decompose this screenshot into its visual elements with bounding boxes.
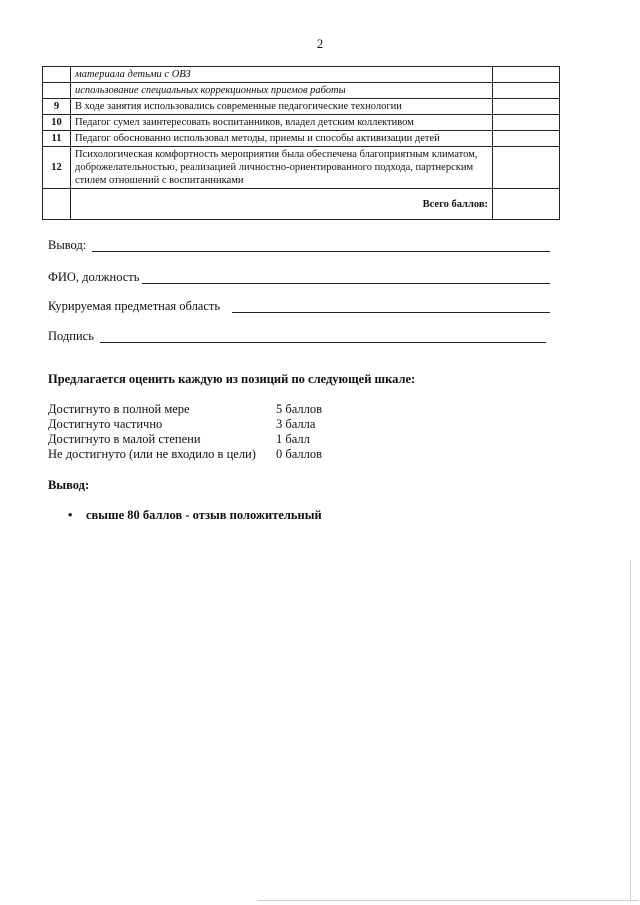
conclusion-line[interactable] <box>92 238 550 254</box>
bullet-icon: • <box>68 508 73 522</box>
bullet-text: свыше 80 баллов - отзыв положительный <box>86 508 322 522</box>
table-row <box>43 67 560 83</box>
score-cell <box>493 131 560 147</box>
table-row <box>43 99 560 115</box>
total-label: Всего баллов: <box>71 189 493 220</box>
row-text: Педагог сумел заинтересовать воспитанников, владел детским коллективом <box>71 115 493 131</box>
scale-item-value: 0 баллов <box>276 447 323 461</box>
row-text: Психологическая комфортность мероприятия была обеспечена благоприятным климатом, доброжелательностью, реализацией личностно-ориентированного подхода, партнерским стилем отношений с воспитанниками <box>71 147 493 189</box>
fio-line[interactable] <box>142 270 550 286</box>
subject-field <box>48 299 220 314</box>
scale-list <box>48 402 322 462</box>
score-cell <box>493 99 560 115</box>
fio-label: ФИО, должность <box>48 270 140 284</box>
row-number <box>43 67 71 83</box>
scale-item-value: 5 баллов <box>276 402 323 416</box>
scan-edge-line <box>630 560 631 900</box>
row-number: 10 <box>43 115 71 131</box>
score-cell <box>493 147 560 189</box>
criteria-table <box>42 66 560 220</box>
table-row <box>43 83 560 99</box>
conclusion-heading: Вывод: <box>48 478 90 492</box>
table-row <box>43 131 560 147</box>
bullet-list-item <box>68 508 322 523</box>
scale-item <box>48 417 322 432</box>
scale-item <box>48 432 322 447</box>
scale-title: Предлагается оценить каждую из позиций по следующей шкале: <box>48 372 416 386</box>
subject-line[interactable] <box>232 299 550 315</box>
scale-item <box>48 402 322 417</box>
row-number <box>43 83 71 99</box>
row-text: материала детьми с ОВЗ <box>71 67 493 83</box>
signature-field <box>48 329 94 344</box>
scale-item-label: Не достигнуто (или не входило в цели) <box>48 447 256 461</box>
scale-item-value: 3 балла <box>276 417 316 431</box>
row-number: 9 <box>43 99 71 115</box>
fio-field <box>48 270 139 285</box>
conclusion-field <box>48 238 86 253</box>
scale-item-value: 1 балл <box>276 432 310 446</box>
row-number: 12 <box>43 147 71 189</box>
row-text: использование специальных коррекционных приемов работы <box>71 83 493 99</box>
row-text: В ходе занятия использовались современные педагогические технологии <box>71 99 493 115</box>
scale-item-label: Достигнуто в полной мере <box>48 402 190 416</box>
scan-edge-line <box>258 900 638 901</box>
table-row <box>43 115 560 131</box>
total-row <box>43 189 560 220</box>
score-cell <box>493 115 560 131</box>
score-cell <box>493 83 560 99</box>
page-number: 2 <box>316 36 324 51</box>
signature-label: Подпись <box>48 329 94 343</box>
scale-item-label: Достигнуто в малой степени <box>48 432 201 446</box>
subject-label: Курируемая предметная область <box>48 299 221 313</box>
row-text: Педагог обоснованно использовал методы, приемы и способы активизации детей <box>71 131 493 147</box>
score-cell <box>493 67 560 83</box>
conclusion-label: Вывод: <box>48 238 87 252</box>
row-number: 11 <box>43 131 71 147</box>
signature-line[interactable] <box>100 329 546 345</box>
scale-item <box>48 447 322 462</box>
scale-item-label: Достигнуто частично <box>48 417 163 431</box>
row-number <box>43 189 71 220</box>
table-row <box>43 147 560 189</box>
total-score-cell <box>493 189 560 220</box>
